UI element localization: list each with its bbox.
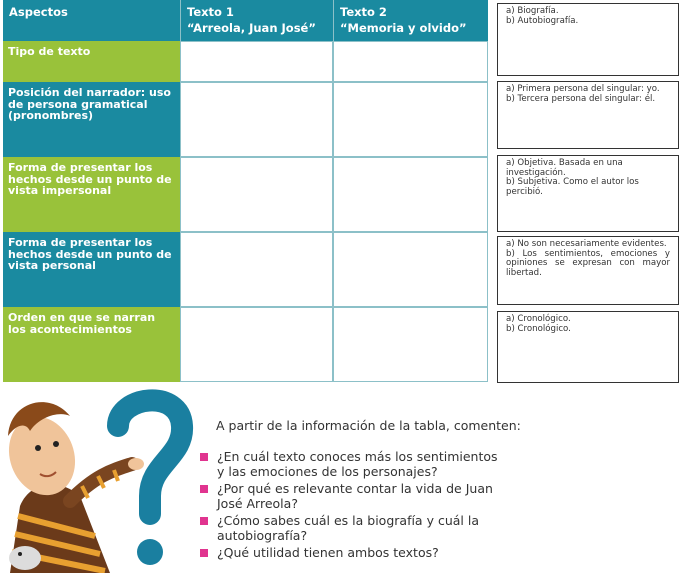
answer-b: b) Tercera persona del singular: él. xyxy=(506,93,656,104)
answer-box-1 xyxy=(497,3,679,76)
header-texto-2 xyxy=(333,0,488,41)
answer-box-2 xyxy=(497,81,679,149)
answer-box-4 xyxy=(497,236,679,305)
answer-box-5 xyxy=(497,311,679,383)
question-text: ¿Cómo sabes cuál es la biografía y cuál la autobiografía? xyxy=(217,513,479,543)
bullet-square-icon xyxy=(200,453,208,461)
row-label-orden-acontecimientos: Orden en que se narran los acontecimientos xyxy=(3,307,180,382)
answer-a: a) Cronológico. xyxy=(506,314,571,324)
row-label-posicion-narrador: Posición del narrador: uso de persona gramatical (pronombres) xyxy=(3,82,180,157)
list-item xyxy=(200,482,500,511)
answer-box-3 xyxy=(497,155,679,232)
answer-cell-texto-1[interactable] xyxy=(180,41,333,82)
comparison-table xyxy=(3,0,488,382)
header-texto-1-title: “Arreola, Juan José” xyxy=(187,21,316,35)
list-item xyxy=(200,450,500,479)
answer-cell-texto-2[interactable] xyxy=(333,41,488,82)
row-label-punto-vista-impersonal: Forma de presentar los hechos desde un punto de vista impersonal xyxy=(3,157,180,232)
header-texto-1-label: Texto 1 xyxy=(187,5,234,19)
boy-with-question-mark-icon xyxy=(0,386,205,573)
question-text: ¿Qué utilidad tienen ambos textos? xyxy=(217,545,439,560)
list-item xyxy=(200,546,500,561)
header-texto-2-label: Texto 2 xyxy=(340,5,387,19)
instruction-text: A partir de la información de la tabla, comenten: xyxy=(216,418,521,433)
bullet-square-icon xyxy=(200,517,208,525)
answer-cell-texto-2[interactable] xyxy=(333,157,488,232)
question-list xyxy=(200,450,500,564)
answer-b: b) Autobiografía. xyxy=(506,15,579,26)
answer-b: b) Cronológico. xyxy=(506,323,571,334)
header-aspectos xyxy=(3,0,180,41)
bullet-square-icon xyxy=(200,549,208,557)
list-item xyxy=(200,514,500,543)
header-texto-1 xyxy=(180,0,333,41)
answer-a: a) Objetiva. Basada en una investigación. xyxy=(506,158,623,178)
answer-a: a) No son necesariamente evidentes. xyxy=(506,239,667,249)
question-text: ¿Por qué es relevante contar la vida de Juan José Arreola? xyxy=(217,481,493,511)
header-texto-2-title: “Memoria y olvido” xyxy=(340,21,467,35)
answer-cell-texto-2[interactable] xyxy=(333,307,488,382)
answer-b: b) Subjetiva. Como el autor los percibió. xyxy=(506,177,639,197)
answer-cell-texto-1[interactable] xyxy=(180,307,333,382)
answer-a: a) Biografía. xyxy=(506,6,559,16)
answer-cell-texto-2[interactable] xyxy=(333,82,488,157)
row-label-punto-vista-personal: Forma de presentar los hechos desde un punto de vista personal xyxy=(3,232,180,307)
header-aspectos-label: Aspectos xyxy=(9,5,68,19)
answer-b: b) Los sentimientos, emociones y opiniones se expresan con mayor libertad. xyxy=(506,248,670,278)
answer-cell-texto-1[interactable] xyxy=(180,157,333,232)
answer-cell-texto-2[interactable] xyxy=(333,232,488,307)
answer-a: a) Primera persona del singular: yo. xyxy=(506,84,660,94)
answer-cell-texto-1[interactable] xyxy=(180,82,333,157)
row-label-tipo-de-texto: Tipo de texto xyxy=(3,41,180,82)
bullet-square-icon xyxy=(200,485,208,493)
question-text: ¿En cuál texto conoces más los sentimientos y las emociones de los personajes? xyxy=(217,449,498,479)
answer-cell-texto-1[interactable] xyxy=(180,232,333,307)
